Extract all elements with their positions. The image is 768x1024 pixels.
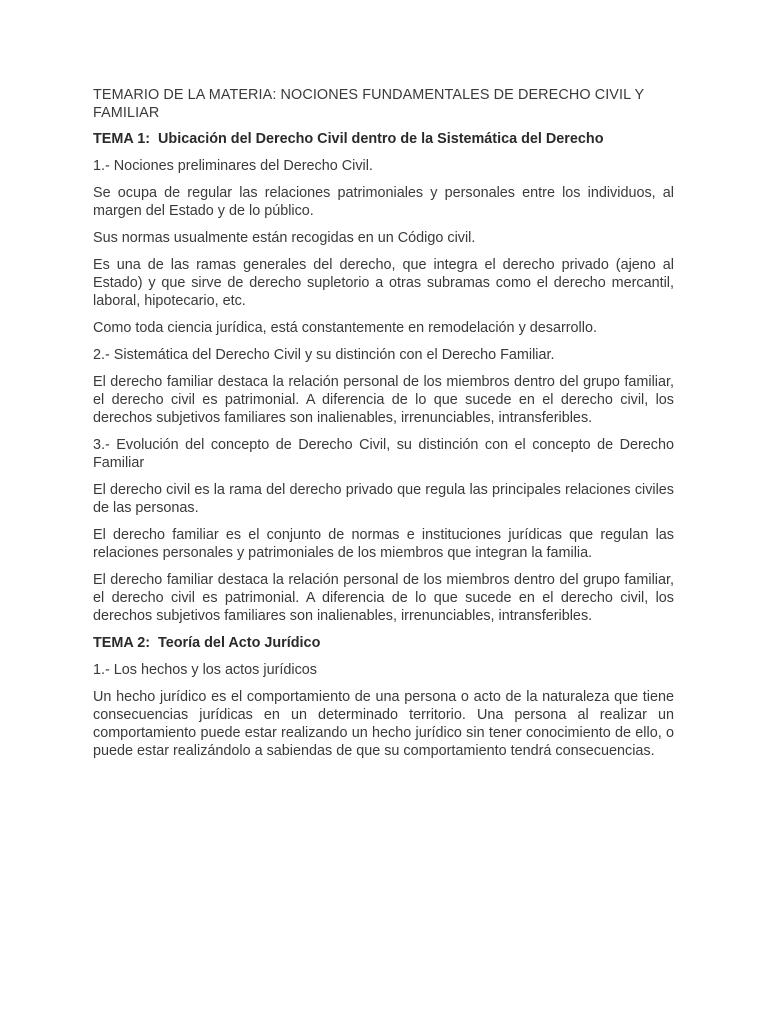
paragraph: 3.- Evolución del concepto de Derecho Civil, su distinción con el concepto de Derecho Familiar xyxy=(93,437,674,471)
paragraph: El derecho civil es la rama del derecho privado que regula las principales relaciones civiles de las personas. xyxy=(93,482,674,516)
paragraph: Un hecho jurídico es el comportamiento de una persona o acto de la naturaleza que tiene consecuencias jurídicas en un determinado territorio. Una persona al realizar un comportamiento puede estar realizando un hecho jurídico sin tener conocimiento de ello, o puede estar realizándolo a sabiendas de que su comportamiento tendrá consecuencias. xyxy=(93,689,674,759)
tema-2-heading xyxy=(93,634,674,652)
tema-1-label: TEMA 1: xyxy=(93,131,151,147)
tema-2-title: Teoría del Acto Jurídico xyxy=(158,635,321,651)
document-page xyxy=(93,86,674,769)
paragraph: Es una de las ramas generales del derecho, que integra el derecho privado (ajeno al Estado) y que sirve de derecho supletorio a otras subramas como el derecho mercantil, laboral, hipotecario, etc. xyxy=(93,257,674,309)
paragraph: El derecho familiar destaca la relación personal de los miembros dentro del grupo familiar, el derecho civil es patrimonial. A diferencia de lo que sucede en el derecho civil, los derechos subjetivos familiares son inalienables, irrenunciables, intransferibles. xyxy=(93,374,674,426)
paragraph: Se ocupa de regular las relaciones patrimoniales y personales entre los individuos, al margen del Estado y de lo público. xyxy=(93,185,674,219)
tema-2-label: TEMA 2: xyxy=(93,635,151,651)
tema-1-heading xyxy=(93,130,674,148)
document-title: TEMARIO DE LA MATERIA: NOCIONES FUNDAMENTALES DE DERECHO CIVIL Y FAMILIAR xyxy=(93,87,644,121)
paragraph: El derecho familiar destaca la relación personal de los miembros dentro del grupo familiar, el derecho civil es patrimonial. A diferencia de lo que sucede en el derecho civil, los derechos subjetivos familiares son inalienables, irrenunciables, intransferibles. xyxy=(93,572,674,624)
tema-1-title: Ubicación del Derecho Civil dentro de la Sistemática del Derecho xyxy=(158,131,604,147)
paragraph: 2.- Sistemática del Derecho Civil y su distinción con el Derecho Familiar. xyxy=(93,347,555,363)
paragraph: 1.- Nociones preliminares del Derecho Civil. xyxy=(93,158,373,174)
paragraph: El derecho familiar es el conjunto de normas e instituciones jurídicas que regulan las relaciones personales y patrimoniales de los miembros que integran la familia. xyxy=(93,527,674,561)
paragraph: Como toda ciencia jurídica, está constantemente en remodelación y desarrollo. xyxy=(93,320,597,336)
paragraph: Sus normas usualmente están recogidas en un Código civil. xyxy=(93,230,476,246)
paragraph: 1.- Los hechos y los actos jurídicos xyxy=(93,662,317,678)
